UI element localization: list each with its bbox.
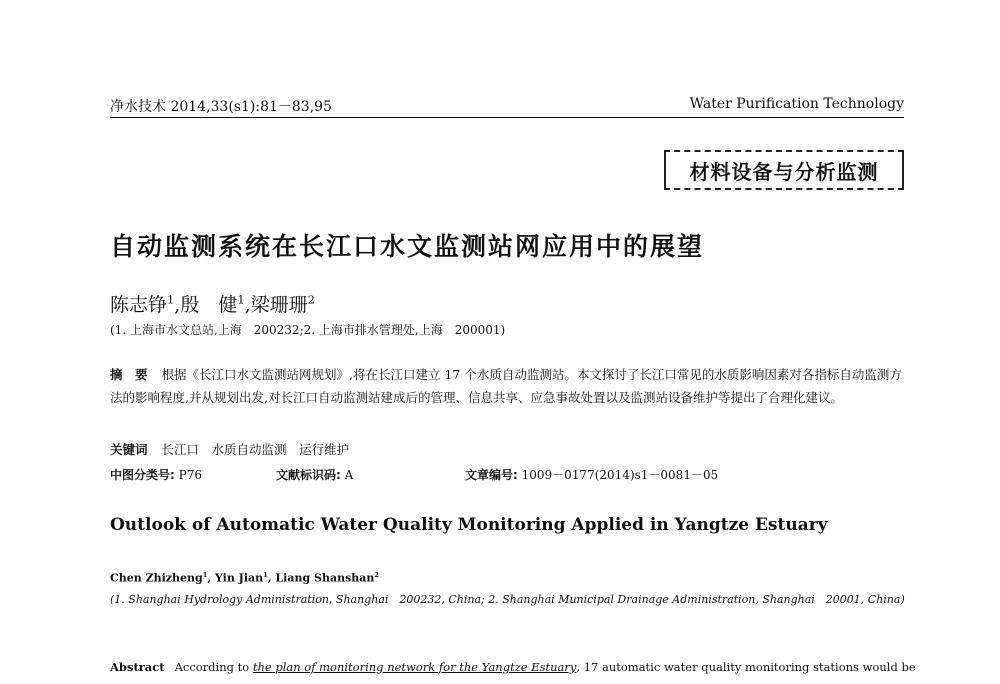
author-name: Chen Zhizheng — [110, 571, 203, 585]
keyword-item: 水质自动监测 — [211, 442, 287, 457]
author-mark: 1 — [263, 571, 268, 579]
running-header-citation: 净水技术 2014,33(s1):81－83,95 — [110, 99, 332, 115]
affiliation-en: (1. Shanghai Hydrology Administration, Shanghai 200232, China; 2. Shanghai Municipal Drainage Administration, Shanghai 20001, China) — [110, 593, 905, 606]
affiliation-cn: (1. 上海市水文总站,上海 200232;2. 上海市排水管理处,上海 200001) — [110, 323, 506, 337]
header-rule — [110, 117, 904, 118]
classification-code — [110, 466, 202, 483]
author-mark: 2 — [307, 292, 315, 307]
author-mark: 2 — [374, 571, 379, 579]
author-mark: 1 — [237, 292, 245, 307]
document-code-label: 文献标识码: — [276, 468, 341, 482]
author-name: Liang Shanshan — [275, 571, 375, 585]
abstract-en — [110, 660, 916, 674]
article-number-label: 文章编号: — [465, 468, 518, 482]
classification-value: P76 — [178, 468, 202, 482]
section-tag-label: 材料设备与分析监测 — [689, 159, 879, 184]
authors-en — [110, 571, 379, 585]
classification-label: 中图分类号: — [110, 468, 175, 482]
author-separator: , — [174, 294, 181, 316]
author-name: Yin Jian — [214, 571, 264, 585]
keyword-item: 运行维护 — [299, 442, 350, 457]
document-code — [276, 466, 353, 483]
author-name: 陈志铮 — [110, 294, 168, 316]
article-number-value: 1009－0177(2014)s1－0081－05 — [521, 468, 719, 482]
author-separator: , — [267, 571, 276, 585]
abstract-cn — [110, 363, 910, 409]
abstract-cn-label: 摘 要 — [110, 367, 148, 382]
article-title-en: Outlook of Automatic Water Quality Monitoring Applied in Yangtze Estuary — [110, 515, 828, 535]
keyword-item: 长江口 — [161, 442, 200, 457]
running-header-journal: Water Purification Technology — [689, 96, 904, 112]
article-number — [465, 466, 718, 483]
keywords-cn — [110, 440, 349, 458]
author-separator: , — [244, 294, 251, 316]
abstract-en-label: Abstract — [110, 660, 165, 674]
section-tag — [664, 150, 904, 190]
abstract-en-plan-reference: the plan of monitoring network for the Yangtze Estuary — [252, 660, 577, 674]
author-name: 梁珊珊 — [250, 294, 308, 316]
author-mark: 1 — [167, 292, 175, 307]
abstract-cn-text: 根据《长江口水文监测站网规划》,将在长江口建立 17 个水质自动监测站。本文探讨了长江口常见的水质影响因素对各指标自动监测方法的影响程度,并从规划出发,对长江口自动监测站建成后的管理、信息共享、应急事故处置以及监测站设备维护等提出了合理化建议。 — [110, 367, 902, 405]
article-title-cn: 自动监测系统在长江口水文监测站网应用中的展望 — [110, 232, 705, 261]
abstract-en-text: , 17 automatic water quality monitoring stations would be — [576, 660, 916, 674]
author-name: 殷 健 — [180, 294, 238, 316]
document-code-value: A — [344, 468, 354, 482]
author-mark: 1 — [202, 571, 208, 579]
author-separator: , — [207, 571, 215, 585]
abstract-en-lead: According to — [174, 660, 250, 674]
keywords-label: 关键词 — [110, 442, 148, 457]
authors-cn — [110, 290, 315, 317]
